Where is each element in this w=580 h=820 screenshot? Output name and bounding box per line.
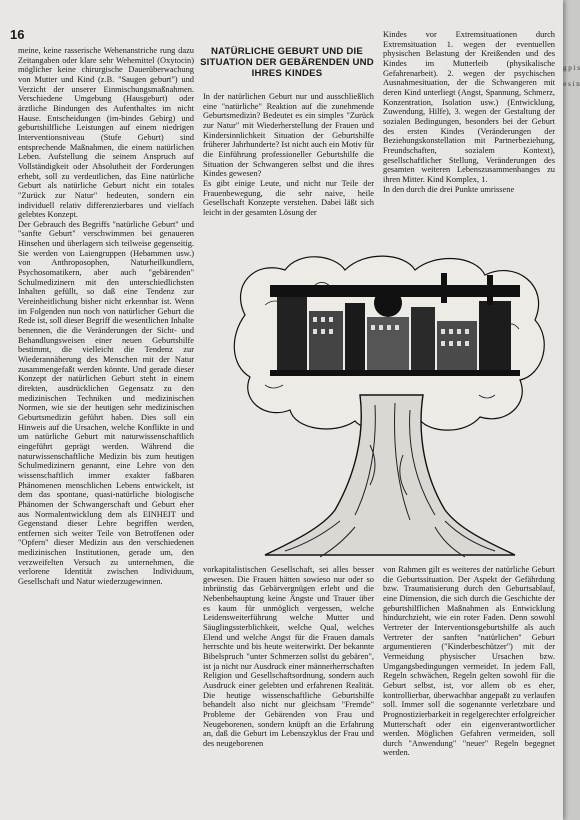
text-column-right-bottom	[383, 565, 555, 815]
adjacent-page-edge: g p i s e s i n	[563, 64, 580, 88]
text-column-middle-bottom	[203, 565, 374, 815]
article-title: NATÜRLICHE GEBURT UND DIE SITUATION DER GEBÄRENDEN UND IHRES KINDES	[200, 46, 374, 79]
text-column-left	[18, 46, 194, 814]
tree-city-illustration	[225, 245, 555, 563]
text-column-right-top	[383, 30, 555, 250]
body-text-left: meine, keine rasserische Wehenanstriche rung dazu Zeitangaben oder klare sehr Wehemittel (Oxytocin) möglicher keine chirurgische Dauerüberwachung von Mutter und Kind (z.B. "Saugen geburt") und Verzicht der unserer Einmischungsmaßnahmen. Verschiedene Umgebung (Hausgeburt) oder ärztliche Bindungen des Aufenthaltes im nicht Hause. Entscheidungen (im-bindes Gebirg) und geburtshilfliche Leistungen auf einem niedrigen Interventionsniveau (Stufe Geburt) sind entsprechende Maßnahmen, die einem natürlichen Leben. Aufstellung die seinem Anspruch auf Vollständigkeit oder Absolutheit der Forderungen erhebt, soll zu verdeutlichen, das Eine natürliche Geburt als natürliche Geburt nicht ein totales "Zurück zur Natur" bedeuten, sondern ein individuell relativ differenzierbares und vielfach gelebtes Konzept. Der Gebrauch des Begriffs "natürliche Geburt" und "sanfte Geburt" verschwimmen bei genaueren Hinsehen und überlagern sich teilweise gegenseitig. Sie werden von Laiengruppen (Hebammen usw.) von Anthroposophen, Naturheilkundlern, Psychosomatikern, aber auch "gebärenden" Schulmedizinern mit den unterschiedlichsten Inhalten gefüllt, so daß eine Tendenz zur Vereinheitlichung bisher nicht erkennbar ist. Wenn im Folgenden nun noch von natürlicher Geburt die Rede ist, soll dieser Begriff die wesentlichen Inhalte benennen, die die Veränderungen der Sicht- und Behandlungsweisen einer neuen Geburtshilfe bestimmt, die vielleicht die Tendenz zur Wiederannäherung des Menschen mit der Natur zusammengefaßt werden könnte. Und gerade dieser Konzept der natürlichen Geburt steht in einem direkten, ausdrücklichen Gegensatz zu den medizinischen Techniken und medizinischen Normen, wie sie der heutigen sehr medizinischen Geburtsmedizin geführt haben. Dies soll ein Hinweis auf die Ursachen, welche Konflikte in und um natürliche Geburt mit naturwissenschaftlich eingeführt geprägt werden. Während die naturwissenschaftliche Medizin bis zum heutigen Schulmedizinern genannt, eine Lehre von den wissenschaftlich immer exakter faßbaren Phänomenen menschlichen Lebens entwickelt, ist dem das spontane, quasi-natürliche biologische Phänomen der Schwangerschaft und Geburt eher aus Normalentwicklung dem als EINHEIT und Gegenstand dieser Lehre begriffen werden, entfernen sich weiter Teile von Betroffenen oder "Opfern" dieser Medizin aus den verschiedenen medizinischen Institutionen, gerade um, den verzweifelten Versuch zu unternehmen, die verlorene Identität zwischen Individuum, Gesellschaft und Natur wiederzugewinnen.	[18, 46, 194, 587]
page-number: 16	[10, 27, 25, 42]
body-text-right-bottom: von Rahmen gilt es weiteres der natürliche Geburt die Geburtssituation. Der Aspekt der Gefährdung bzw. Traumatisierung durch den Geburtsablauf, eine Dimension, die sich durch die Geschichte der geburtshilflichen Maßnahmen als Entwicklung hindurchzieht, wie ein roter Faden. Denn sowohl Vertreter der Interventionsgeburtshilfe als auch Vertreter der sanften "natürlichen" Geburt argumentieren ("Kinderbeschützer") mit der Vermeidung physischer Ursachen bzw. Umgangsbedingungen vermeidet. In jedem Fall, Regeln schwächen, Regeln gelten sowohl für die Geburt selbst, ist, vor allem ob es eher, kontrollierbar, überwachbar angepaßt zu verlaufen soll. Immer soll die sogenannte verletzbare und Prognostizierbarkeit in regelgerechter erfolgreicher Mutterschaft oder ein eigenverantwortlicher werden. Möglichen Gefahren vermeiden, soll durch "Anwendung" "neuer" Regeln begegnet werden.	[383, 565, 555, 758]
body-text-right-top: Kindes vor Extremsituationen durch Extremsituation 1. wegen der eventuellen physischen Belastung der Kreißenden und des Kindes im Mutterleib (physikalische Gefahrenarbeit). 2. wegen der psychischen Ausnahmesituation, der die Schwangeren mit deren Kind unterliegt (Angst, Spannung, Schmerz, Konzentration, Isolation usw.) (Entwicklung, Zuwendung, Hilfe), 3. wegen der Gestaltung der sozialen Bedingungen, besonders bei der Geburt des ersten Kindes (Veränderungen der Beziehungskonstellation mit Partnerbeziehung, Freundschaften, sozialem Kontext), gesellschaftlicher Stellung, Veränderungen des gesamten weiteren Lebenszusammenhanges zu ihren Mitter. Kind Komplex, 1. In den durch die drei Punkte umrissene	[383, 30, 555, 194]
body-text-middle-top: In der natürlichen Geburt nur und ausschließlich eine "natürliche" Reaktion auf die zunehmende Geburtsmedizin? Bedeutet es ein simples "Zurück zur Natur" mit Wiederherstellung der Frauen und Kindersinnlichkeit Situation der Geburtshilfe früherer Jahrhunderte? Ist nicht auch ein Motiv für die Einführung professioneller Geburtshilfe die Situation der Schwangeren selbst und die ihres Kindes gewesen? Es gibt einige Leute, und nicht nur Teile der Frauenbewegung, die sehr naive, heile Gesellschaft Konzepte verstehen. Dabei läßt sich leicht in der gesamten Lösung der	[203, 92, 374, 217]
body-text-middle-bottom: vorkapitalistischen Gesellschaft, sei alles besser gewesen. Die Frauen hätten sowieso nur oder so inbrünstig das Gebärvergnügen erlebt und die Nebenbehauptung keine Ängste und Trauer über es kaum für unmöglich vergessen, welche Leidensweiterführung welche Mutter und Säuglingssterblichkeit, welche Qual, welches Elend und welche Angst für die Frauen damals herrschte und bis heute weiterwirkt. Der bekannte Bibelspruch "unter Schmerzen sollst du gebären", ist ja nicht nur Ausdruck einer männerherrschaften Religion und Gesellschaftsordnung, sondern auch Ausdruck einer gelebten und erfahrenen Realität. Die heutige wissenschaftliche Geburtshilfe behandelt also nicht nur gleichsam "Fremde" Probleme der Gebärenden von Frau und Neugeborenen, sondern knüpft an die Erfahrung an, daß die Geburt im Lebenszyklus der Frau und des neugeborenen	[203, 565, 374, 748]
